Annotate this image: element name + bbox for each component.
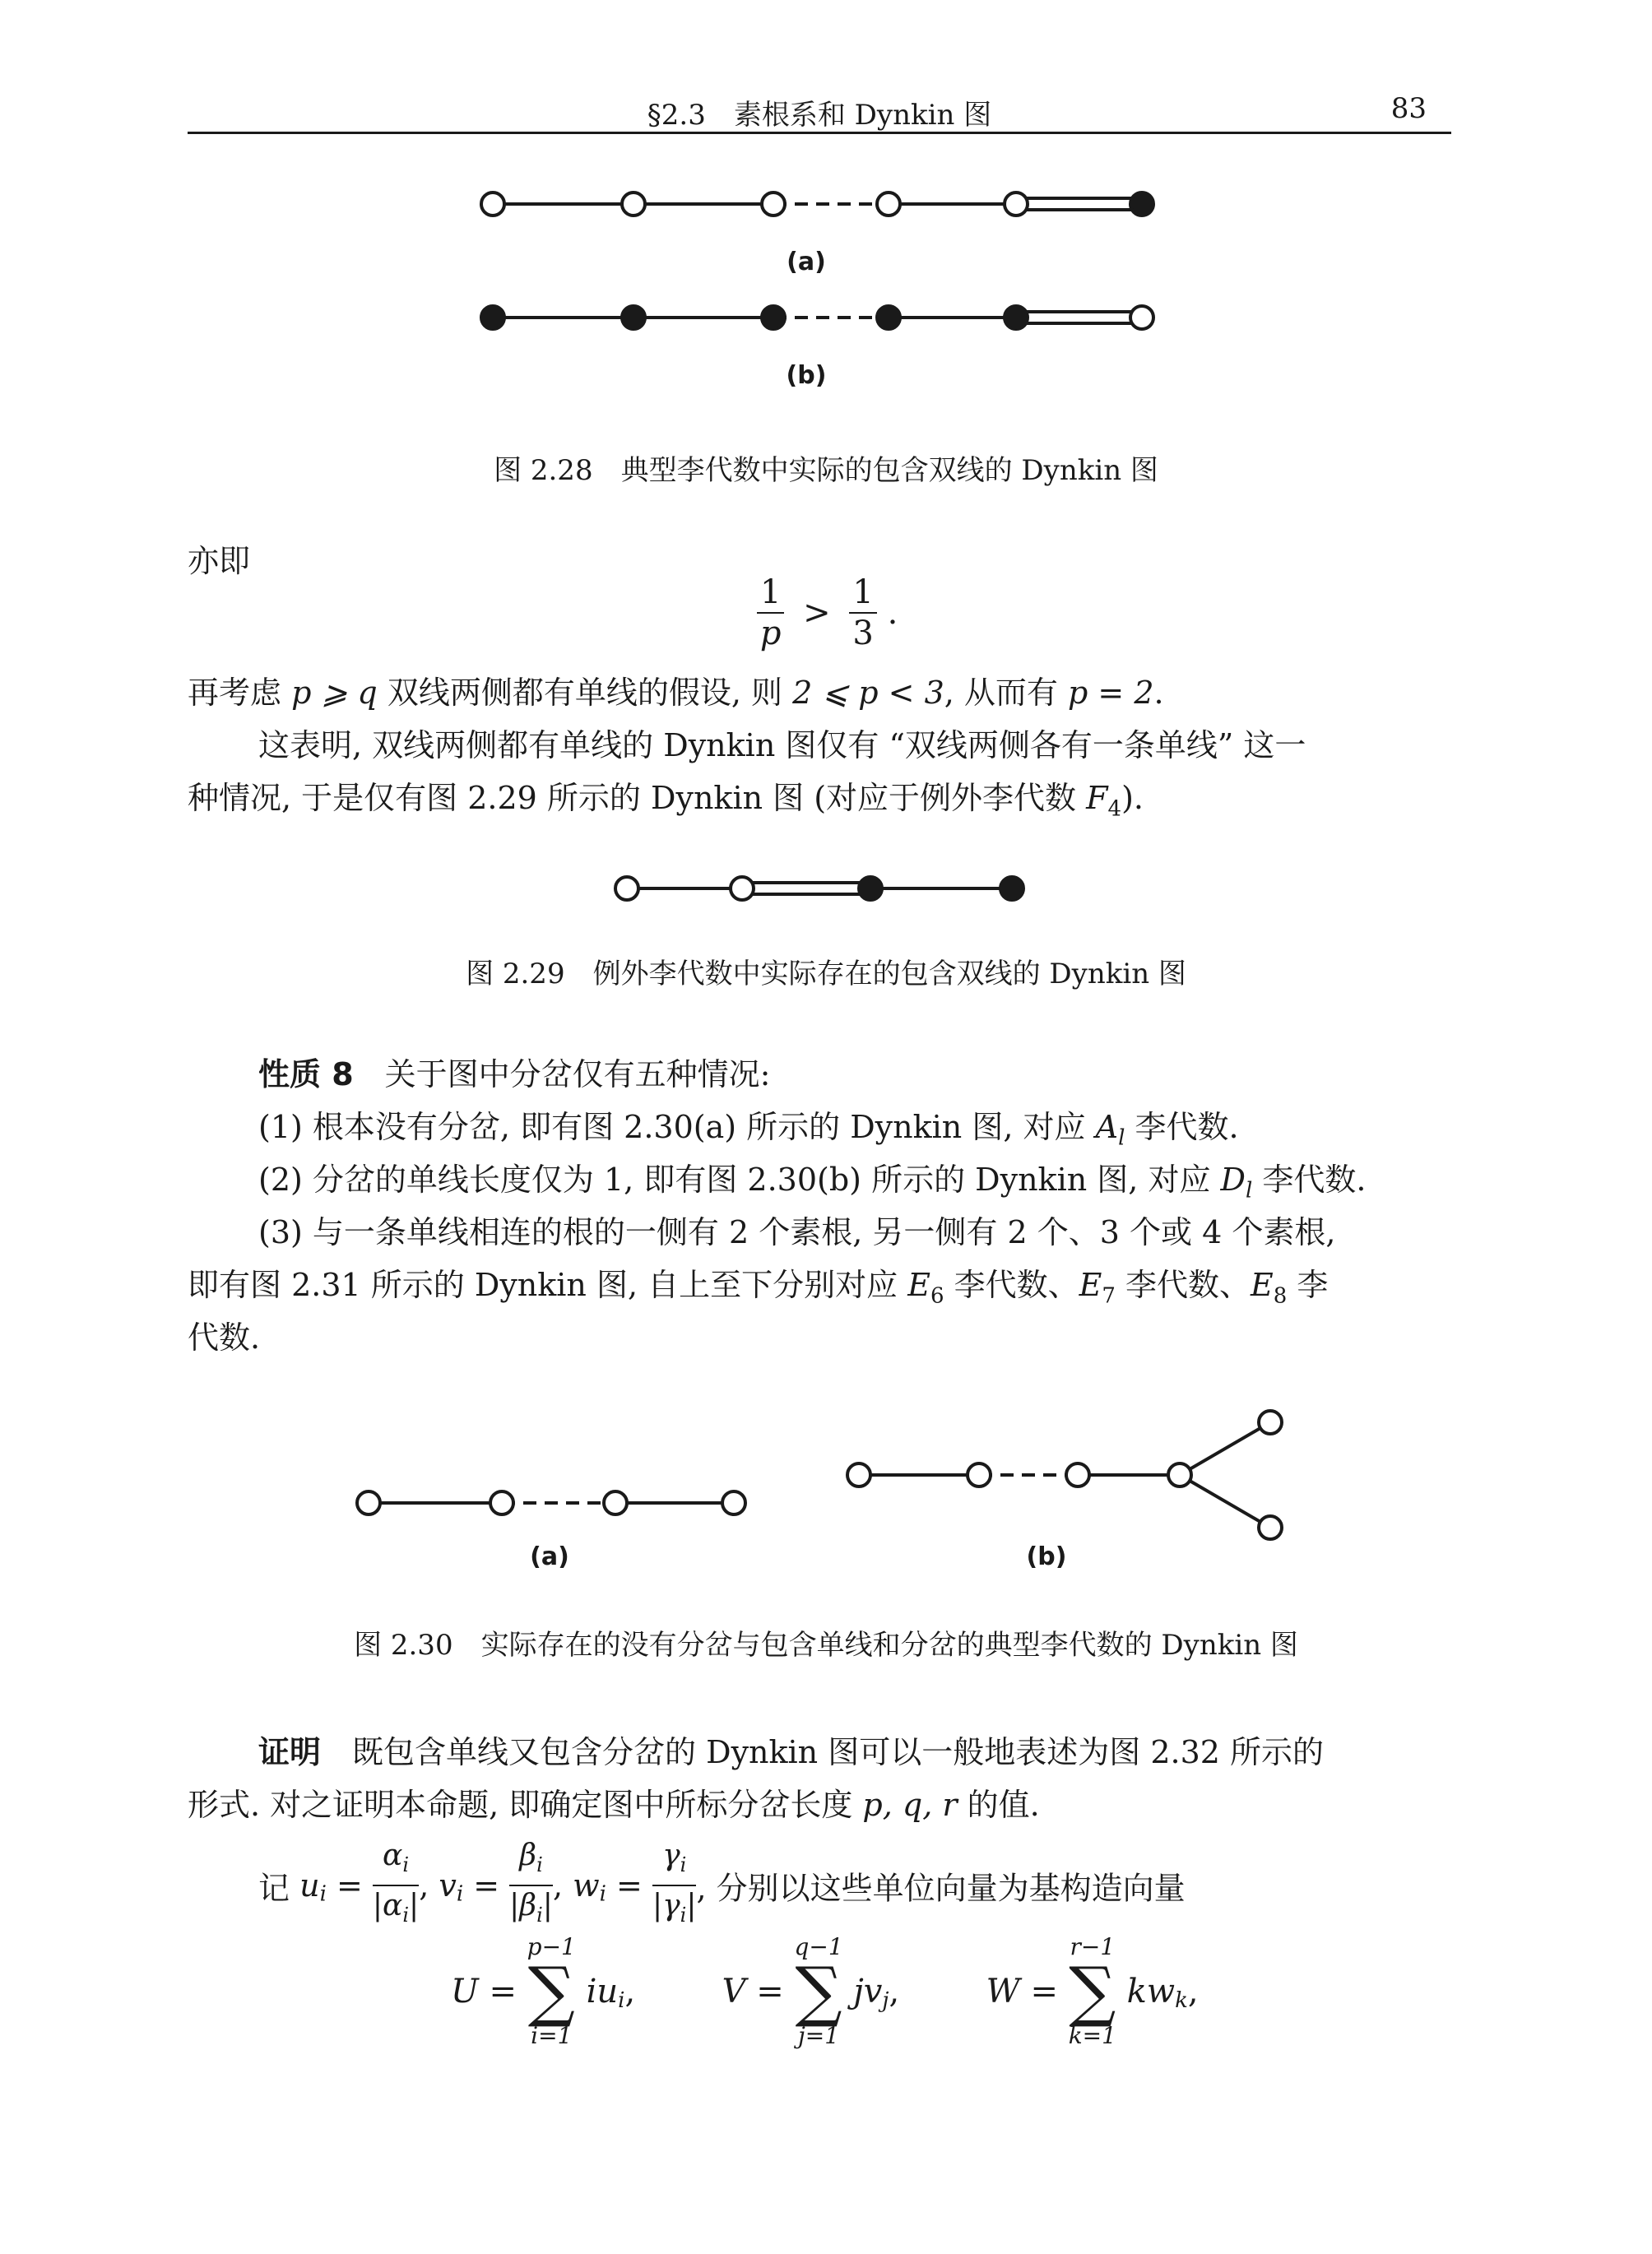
v-var: v — [439, 1867, 457, 1904]
e7: E — [1079, 1267, 1102, 1303]
sum3-term: kw — [1126, 1973, 1176, 2011]
sum3-top: r−1 — [1070, 1933, 1116, 1960]
page-header — [188, 86, 1451, 134]
sum1-comma: , — [624, 1973, 636, 2011]
mid1: 李代数、 — [944, 1267, 1079, 1303]
beta-den: |β — [509, 1889, 537, 1923]
prop8-item3-line1: (3) 与一条单线相连的根的一侧有 2 个素根, 另一侧有 2 个、3 个或 4 个素根, — [258, 1214, 1336, 1250]
text-shows-line1: 这表明, 双线两侧都有单线的 Dynkin 图仅有 “双线两侧各有一条单线” 这一 — [258, 727, 1306, 763]
item1-A: A — [1095, 1109, 1119, 1145]
text-yiji: 亦即 — [188, 543, 251, 579]
sum1-term-sub: i — [618, 1988, 625, 2013]
sep-b: , — [552, 1867, 573, 1904]
sum-U: U — [451, 1973, 479, 2011]
eq1-lhs-den: p — [759, 615, 782, 652]
e7-sub: 7 — [1102, 1283, 1116, 1309]
beta-num-sub: i — [536, 1853, 543, 1877]
diagram-2-30b — [847, 1411, 1282, 1539]
beta-den-sub: i — [536, 1904, 543, 1927]
sum1-top: p−1 — [527, 1933, 576, 1960]
figure-2-30 — [0, 1390, 1652, 1588]
sum2-top: q−1 — [794, 1933, 843, 1960]
gamma-num-sub: i — [680, 1853, 687, 1877]
gamma-den: |γ — [652, 1889, 680, 1923]
figure-2-28 — [0, 165, 1652, 387]
item2a: (2) 分岔的单线长度仅为 1, 即有图 2.30(b) 所示的 Dynkin 图, 对应 — [258, 1162, 1221, 1198]
item1-sub: l — [1118, 1125, 1125, 1151]
sum1-bot: i=1 — [531, 2022, 573, 2049]
sum-equations: U = p−1 ∑ i=1 $iu_i$, V = q−1 ∑ j=1 $jv_j$, W = r−1 ∑ k=1 $kw_k$, — [451, 1933, 1199, 2049]
item2b: 李代数. — [1252, 1162, 1367, 1198]
consider-d: . — [1153, 675, 1164, 711]
w-var: w — [573, 1867, 600, 1904]
sum2-sigma: ∑ — [795, 1953, 842, 2029]
w-eq: = — [606, 1867, 652, 1904]
text-consider — [188, 666, 1164, 719]
sum3-sigma: ∑ — [1069, 1953, 1116, 2029]
item2-sub: l — [1246, 1178, 1253, 1204]
gamma-den-sub: i — [680, 1904, 687, 1927]
eq1-rhs-num: 1 — [849, 573, 876, 614]
consider-a: 再考虑 — [188, 675, 292, 711]
e8: E — [1251, 1267, 1274, 1303]
sum2-term-sub: j — [882, 1988, 889, 2013]
e8-sub: 8 — [1273, 1283, 1288, 1309]
proof-line1 — [258, 1726, 1324, 1779]
w-sub: i — [599, 1881, 606, 1907]
alpha-num: α — [383, 1839, 403, 1872]
label-2-28b: (b) — [786, 361, 827, 387]
sum3-bot: k=1 — [1068, 2022, 1116, 2049]
u-var: u — [299, 1867, 320, 1904]
u-sub: i — [319, 1881, 327, 1907]
sum-W: W — [986, 1973, 1020, 2011]
prop8-item3-line2 — [188, 1259, 1328, 1323]
eq1-rhs-den: 3 — [852, 615, 874, 652]
proof-line2 — [188, 1779, 1040, 1831]
item1a: (1) 根本没有分岔, 即有图 2.30(a) 所示的 Dynkin 图, 对应 — [258, 1109, 1096, 1145]
eq1-op: > — [803, 594, 831, 632]
alpha-num-sub: i — [402, 1853, 410, 1877]
u-eq: = — [326, 1867, 373, 1904]
prop8-text: 关于图中分岔仅有五种情况: — [353, 1056, 771, 1092]
shows-f: F — [1086, 780, 1108, 816]
prop8-label: 性质 8 — [258, 1056, 354, 1092]
equation-1 — [757, 573, 898, 653]
end2: 李 — [1287, 1267, 1329, 1303]
gamma-bar: | — [686, 1889, 697, 1923]
shows-f-sub: 4 — [1107, 796, 1122, 822]
consider-m1: p ⩾ q — [291, 675, 378, 711]
diagram-2-28b — [481, 306, 1153, 329]
shows-line2a: 种情况, 于是仅有图 2.29 所示的 Dynkin 图 (对应于例外李代数 — [188, 780, 1087, 816]
alpha-den-sub: i — [402, 1904, 410, 1927]
header-title: §2.3 素根系和 Dynkin 图 — [647, 99, 992, 132]
alpha-den: |α — [372, 1889, 403, 1923]
v-sub: i — [456, 1881, 464, 1907]
eq1-end: . — [887, 594, 898, 632]
shows-line2b: ). — [1121, 780, 1144, 816]
alpha-bar: | — [409, 1889, 420, 1923]
beta-num: β — [519, 1839, 537, 1872]
text-shows-line2 — [188, 772, 1144, 836]
consider-m3: p = 2 — [1068, 675, 1154, 711]
sum2-term: jv — [853, 1973, 883, 2011]
caption-2-30: 图 2.30 实际存在的没有分岔与包含单线和分岔的典型李代数的 Dynkin 图 — [354, 1629, 1298, 1662]
consider-m2: 2 ⩽ p < 3 — [792, 675, 944, 711]
item1b: 李代数. — [1125, 1109, 1239, 1145]
eq1-lhs-num: 1 — [757, 573, 784, 614]
beta-bar: | — [542, 1889, 553, 1923]
proof-line3b: , 分别以这些单位向量为基构造向量 — [696, 1870, 1186, 1907]
label-2-28a: (a) — [787, 248, 826, 276]
diagram-2-30a — [357, 1491, 745, 1514]
consider-c: , 从而有 — [944, 675, 1069, 711]
caption-2-28: 图 2.28 典型李代数中实际的包含双线的 Dynkin 图 — [494, 454, 1158, 487]
item3-line2a: 即有图 2.31 所示的 Dynkin 图, 自上至下分别对应 — [188, 1267, 908, 1303]
label-2-30b: (b) — [1026, 1542, 1067, 1571]
sum1-term: iu — [586, 1973, 619, 2011]
sum-V: V — [722, 1973, 746, 2011]
item2-D: D — [1220, 1162, 1246, 1198]
prop8-item3-line3: 代数. — [188, 1319, 261, 1356]
gamma-num: γ — [662, 1839, 680, 1872]
e6: E — [907, 1267, 930, 1303]
ji: 记 — [258, 1870, 300, 1907]
page-number: 83 — [1390, 92, 1427, 125]
figure-2-29 — [0, 864, 1652, 913]
proof-label: 证明 — [258, 1734, 322, 1770]
sum3-comma: , — [1187, 1973, 1199, 2011]
sum2-comma: , — [889, 1973, 900, 2011]
e6-sub: 6 — [930, 1283, 944, 1309]
mid2: 李代数、 — [1115, 1267, 1251, 1303]
proof-line2a: 形式. 对之证明本命题, 即确定图中所标分岔长度 — [188, 1787, 863, 1823]
sum2-bot: j=1 — [798, 2022, 840, 2049]
proof-text1: 既包含单线又包含分岔的 Dynkin 图可以一般地表述为图 2.32 所示的 — [321, 1734, 1325, 1770]
v-eq: = — [463, 1867, 510, 1904]
diagram-2-28a — [481, 192, 1153, 216]
sep-a: , — [419, 1867, 439, 1904]
sum1-sigma: ∑ — [527, 1953, 575, 2029]
proof-line3 — [258, 1836, 1186, 1935]
consider-b: 双线两侧都有单线的假设, 则 — [377, 675, 793, 711]
caption-2-29: 图 2.29 例外李代数中实际存在的包含双线的 Dynkin 图 — [466, 958, 1186, 990]
prop8-heading — [258, 1048, 770, 1101]
label-2-30a: (a) — [530, 1542, 569, 1571]
proof-pqr: p, q, r — [862, 1787, 958, 1823]
sum3-term-sub: k — [1175, 1988, 1188, 2013]
proof-line2b: 的值. — [957, 1787, 1040, 1823]
